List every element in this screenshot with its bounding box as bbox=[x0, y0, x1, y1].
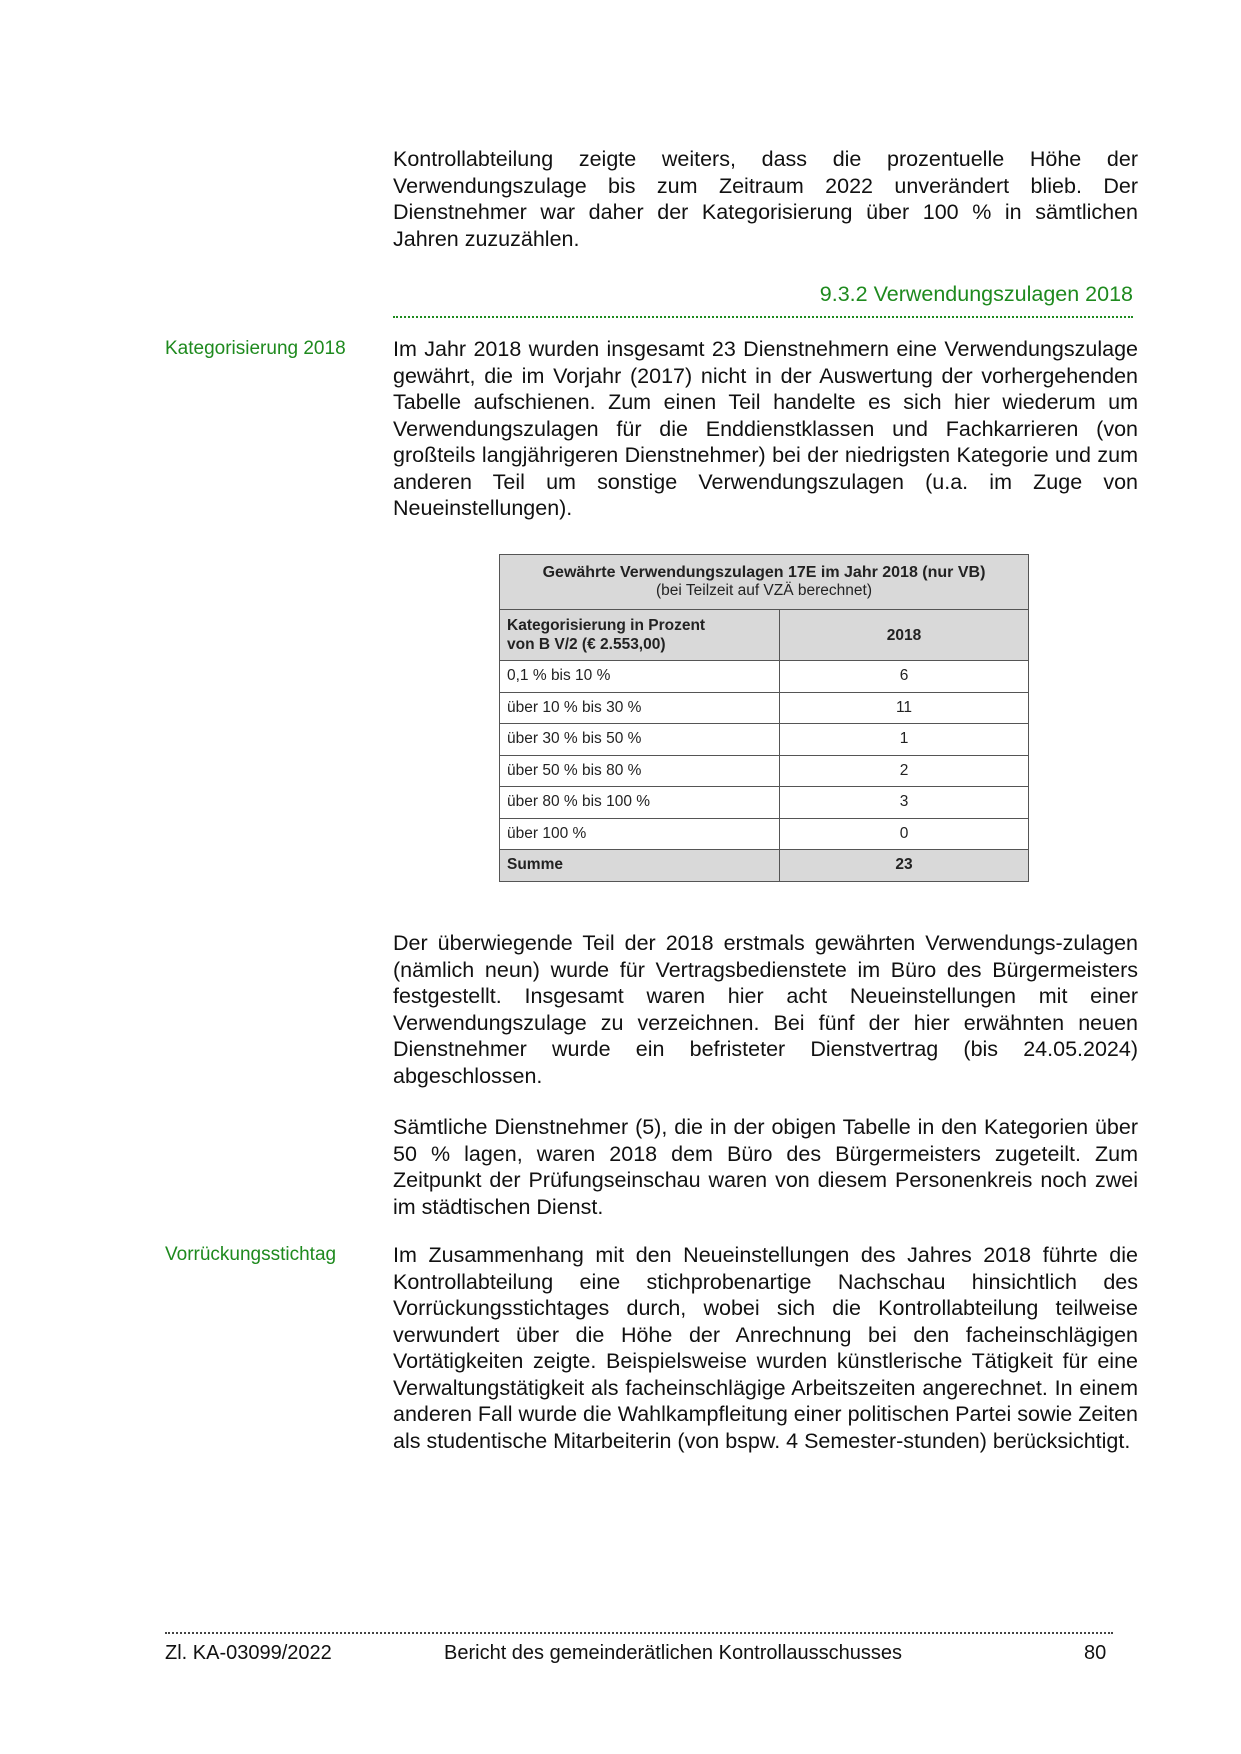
row-label: über 80 % bis 100 % bbox=[500, 787, 780, 819]
table-title-cell bbox=[500, 555, 1029, 610]
allowance-table-wrapper bbox=[499, 554, 1029, 882]
table-sum-row bbox=[500, 850, 1029, 882]
paragraph-kategorisierung: Im Jahr 2018 wurden insgesamt 23 Dienstnehmern eine Verwendungszulage gewährt, die im Vorjahr (2017) nicht in der Auswertung der vorhergehenden Tabelle aufschienen. Zum einen Teil handelte es sich hier wiederum um Verwendungszulagen für die Enddienstklassen und Fachkarrieren (von großteils langjährigeren Dienstnehmer) bei der niedrigsten Kategorie und zum anderen Teil um sonstige Verwendungszulagen (u.a. im Zuge von Neueinstellungen). bbox=[393, 337, 1138, 520]
row-label: 0,1 % bis 10 % bbox=[500, 661, 780, 693]
table-row bbox=[500, 692, 1029, 724]
paragraph-buergermeister: Der überwiegende Teil der 2018 erstmals gewährten Verwendungs-zulagen (nämlich neun) wurde für Vertragsbedienstete im Büro des Bürgermeisters festgestellt. Insgesamt waren hier acht Neueinstellungen mit einer Verwendungszulage zu verzeichnen. Bei fünf der hier erwähnten neuen Dienstnehmer wurde ein befristeter Dienstvertrag (bis 24.05.2024) abgeschlossen. bbox=[393, 931, 1138, 1088]
margin-note-vorrueckung: Vorrückungsstichtag bbox=[165, 1244, 337, 1265]
paragraph-kategorien: Sämtliche Dienstnehmer (5), die in der obigen Tabelle in den Kategorien über 50 % lagen, waren 2018 dem Büro des Bürgermeisters zugeteilt. Zum Zeitpunkt der Prüfungseinschau waren von diesem Personenkreis noch zwei im städtischen Dienst. bbox=[393, 1115, 1138, 1219]
row-label: über 10 % bis 30 % bbox=[500, 692, 780, 724]
paragraph-vorrueckung: Im Zusammenhang mit den Neueinstellungen des Jahres 2018 führte die Kontrollabteilung eine stichprobenartige Nachschau hinsichtlich des Vorrückungsstichtages durch, wobei sich die Kontrollabteilung teilweise verwundert über die Höhe der Anrechnung bei den facheinschlägigen Vortätigkeiten zeigte. Beispielsweise wurden künstlerische Tätigkeit für eine Verwaltungstätigkeit als facheinschlägige Arbeitszeiten angerechnet. In einem anderen Fall wurde die Wahlkampfleitung einer politischen Partei sowie Zeiten als studentische Mitarbeiterin (von bspw. 4 Semester-stunden) berücksichtigt. bbox=[393, 1243, 1138, 1453]
sum-value: 23 bbox=[780, 850, 1029, 882]
section-heading bbox=[393, 280, 1133, 318]
column-header-category bbox=[500, 610, 780, 661]
column-header-category-line1: Kategorisierung in Prozent bbox=[507, 617, 706, 634]
row-value: 3 bbox=[780, 787, 1029, 819]
table-row bbox=[500, 755, 1029, 787]
footer-reference: Zl. KA-03099/2022 bbox=[165, 1642, 332, 1664]
allowance-table bbox=[499, 554, 1029, 882]
row-label: über 100 % bbox=[500, 818, 780, 850]
table-row bbox=[500, 724, 1029, 756]
footer-page-number: 80 bbox=[1084, 1642, 1107, 1664]
table-title: Gewährte Verwendungszulagen 17E im Jahr 2018 (nur VB) bbox=[542, 564, 986, 581]
sum-label: Summe bbox=[500, 850, 780, 882]
row-value: 11 bbox=[780, 692, 1029, 724]
table-row bbox=[500, 787, 1029, 819]
row-label: über 30 % bis 50 % bbox=[500, 724, 780, 756]
table-row bbox=[500, 661, 1029, 693]
table-subtitle: (bei Teilzeit auf VZÄ berechnet) bbox=[656, 582, 872, 599]
column-header-year: 2018 bbox=[780, 610, 1029, 661]
section-heading-text: 9.3.2 Verwendungszulagen 2018 bbox=[819, 282, 1133, 306]
margin-note-kategorisierung: Kategorisierung 2018 bbox=[165, 338, 346, 359]
row-value: 2 bbox=[780, 755, 1029, 787]
footer-title: Bericht des gemeinderätlichen Kontrollausschusses bbox=[444, 1642, 903, 1664]
table-row bbox=[500, 818, 1029, 850]
row-value: 0 bbox=[780, 818, 1029, 850]
footer-divider bbox=[165, 1632, 1113, 1634]
row-value: 6 bbox=[780, 661, 1029, 693]
column-header-category-line2: von B V/2 (€ 2.553,00) bbox=[507, 636, 666, 653]
row-label: über 50 % bis 80 % bbox=[500, 755, 780, 787]
intro-paragraph: Kontrollabteilung zeigte weiters, dass die prozentuelle Höhe der Verwendungszulage bis zum Zeitraum 2022 unverändert blieb. Der Dienstnehmer war daher der Kategorisierung über 100 % in sämtlichen Jahren zuzuzählen. bbox=[393, 147, 1138, 251]
row-value: 1 bbox=[780, 724, 1029, 756]
